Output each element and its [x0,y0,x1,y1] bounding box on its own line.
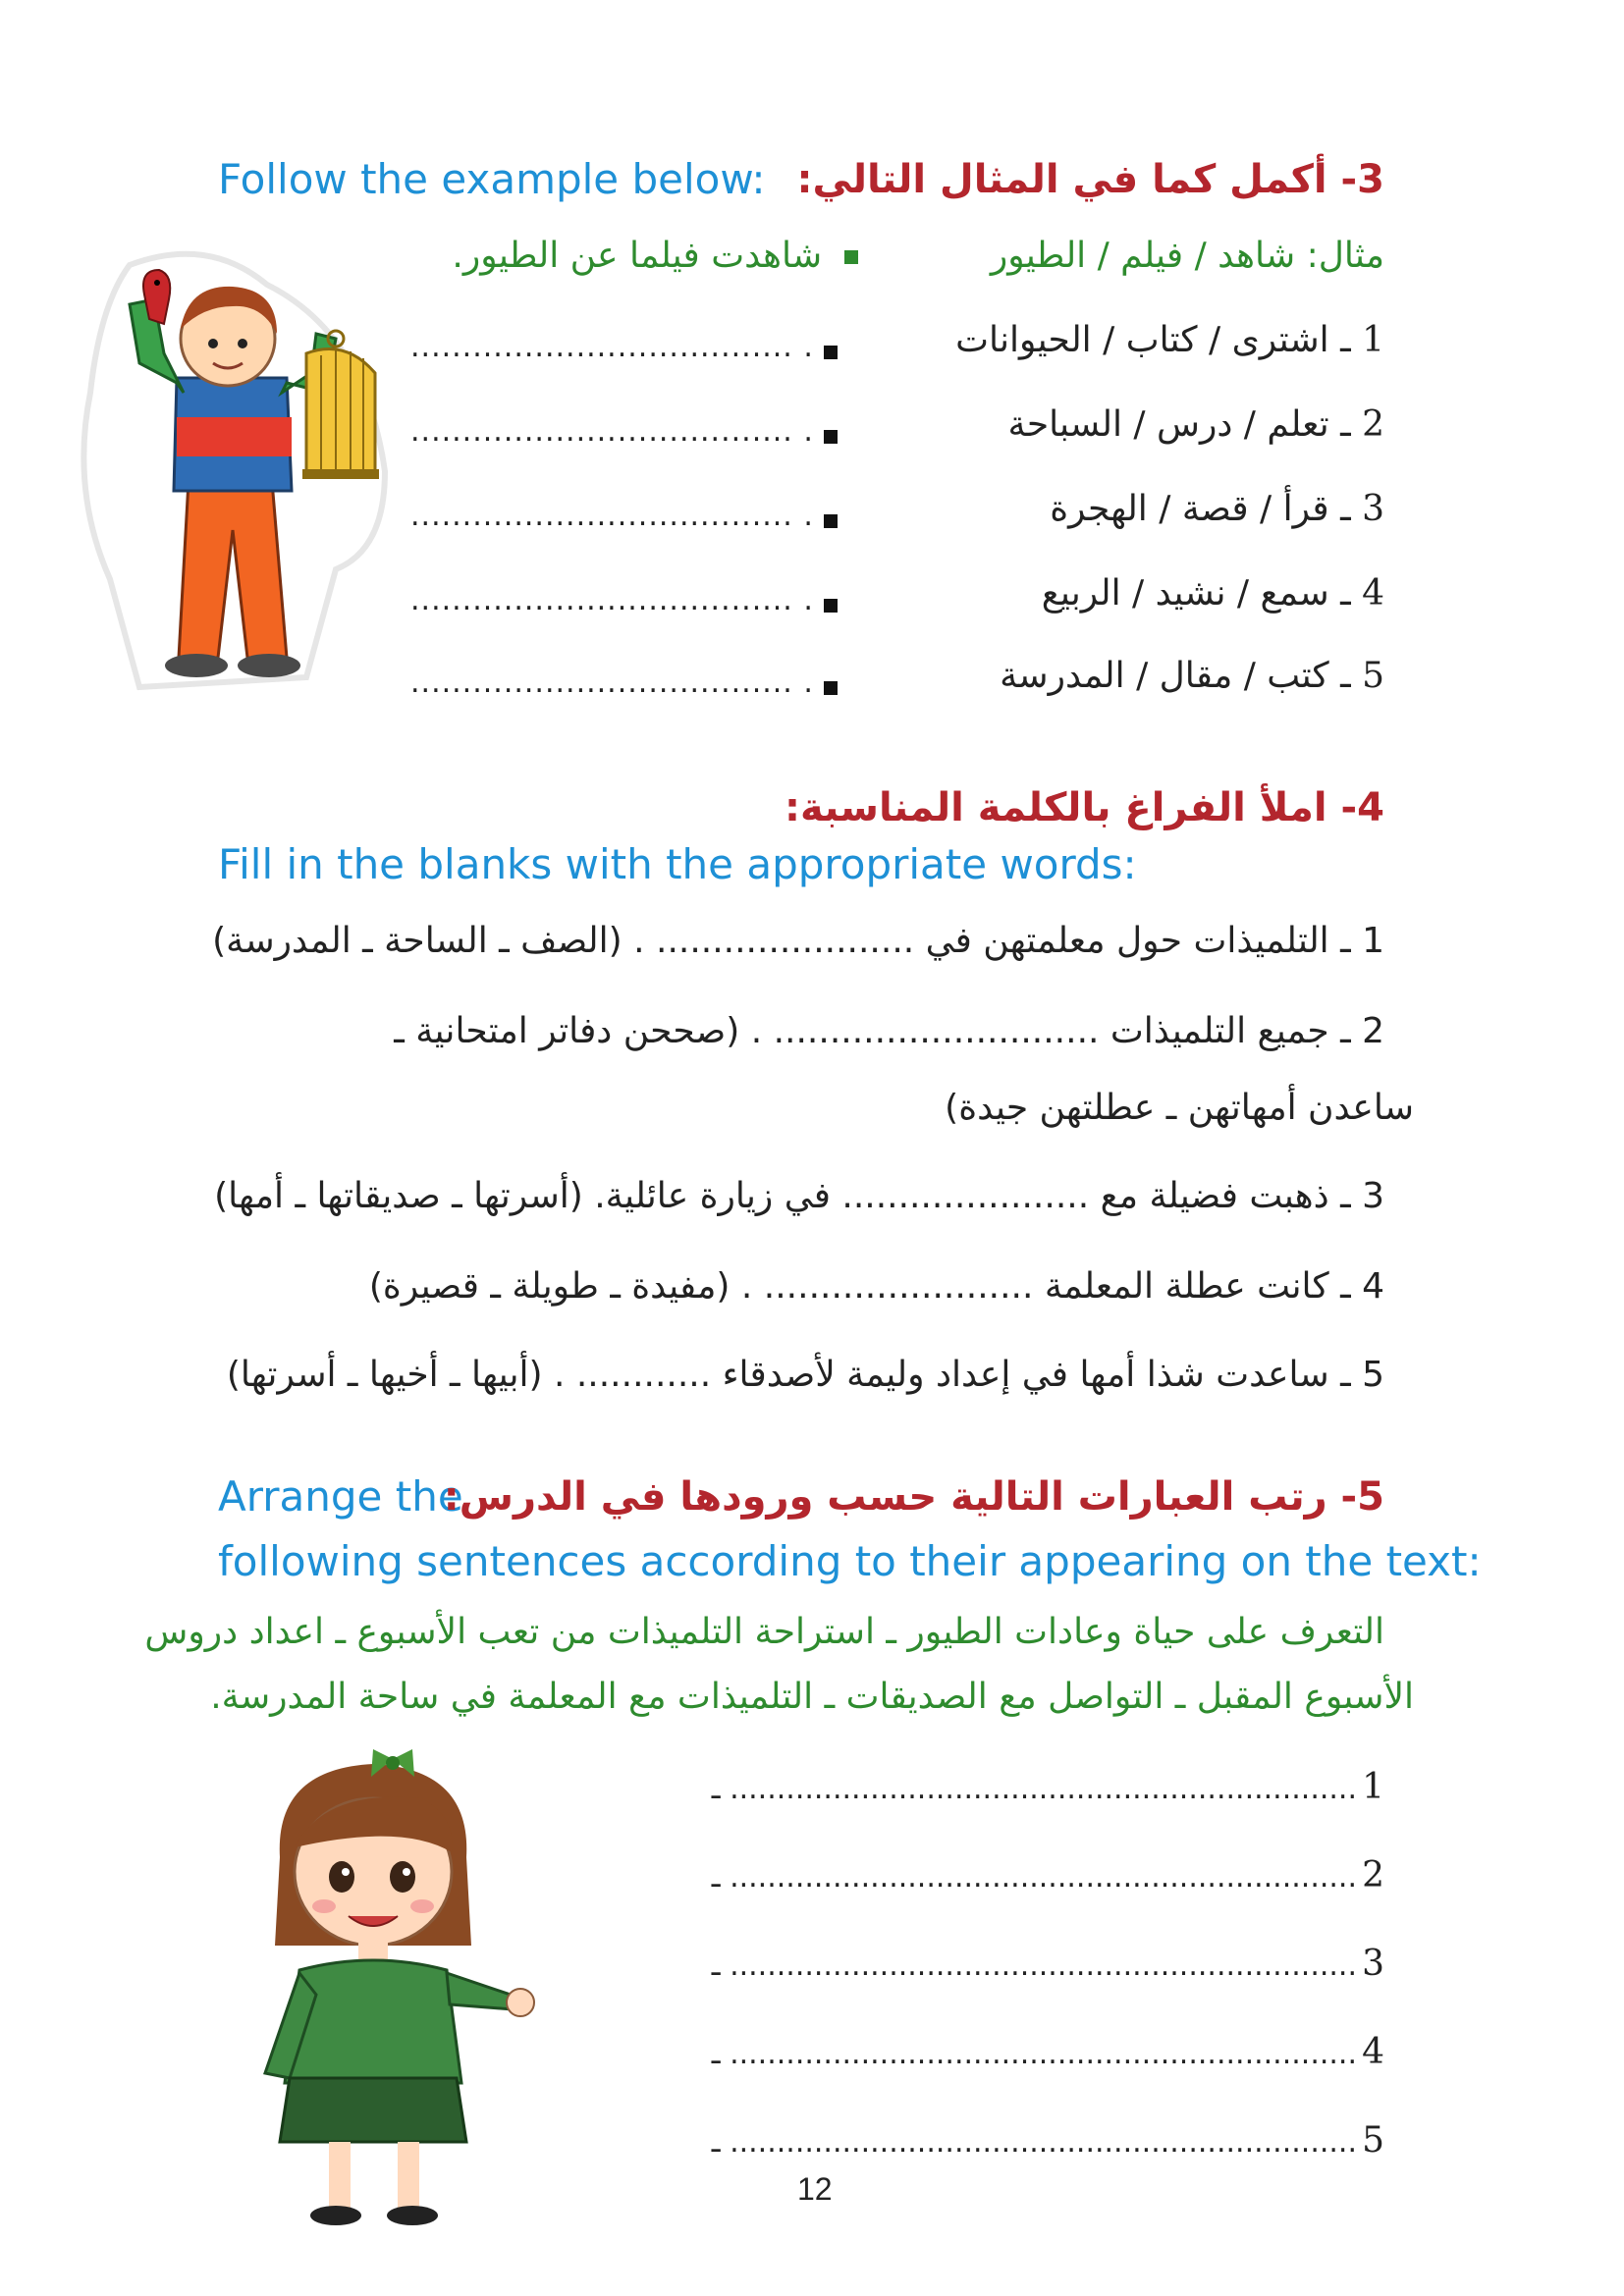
ex3-item [955,320,1384,360]
item-number: 3 [1362,1944,1384,1984]
blank-dots: ................................................................... ـ [711,1860,1357,1895]
ex3-english-title: Follow the example below: [218,155,766,203]
ex5-sentences-line1: التعرف على حياة وعادات الطيور ـ استراحة التلميذات من تعب الأسبوع ـ اعداد دروس [144,1612,1384,1652]
item-number: 5 [1362,2120,1384,2161]
ex4-sentence: 3 ـ ذهبت فضيلة مع ...................... في زيارة عائلية. (أسرتها ـ صديقاتها ـ أمها) [214,1176,1384,1216]
ex5-answer-line[interactable] [712,1855,1384,1896]
ex5-arabic-title: 5- رتب العبارات التالية حسب ورودها في الدرس: [443,1474,1384,1520]
blank-dots: ..................................... . [410,414,814,449]
ex3-item [1042,573,1384,614]
item-number: 5 [1362,656,1384,696]
item-number: 2 [1362,404,1384,445]
blank-dots: ..................................... . [410,330,814,364]
ex5-sentences-line2: الأسبوع المقبل ـ التواصل مع الصديقات ـ التلميذات مع المعلمة في ساحة المدرسة. [210,1677,1414,1717]
ex4-sentence: 4 ـ كانت عطلة المعلمة ........................ . (مفيدة ـ طويلة ـ قصيرة) [368,1266,1384,1307]
ex5-english-title-line1: Arrange the [218,1472,463,1521]
ex3-blank[interactable] [410,583,838,617]
item-number: 4 [1362,2032,1384,2072]
blank-dots: ................................................................... ـ [711,1949,1357,1983]
page-number: 12 [797,2171,833,2207]
ex3-blank[interactable] [410,330,838,364]
ex3-blank[interactable] [410,414,838,449]
ex3-item [1008,404,1384,445]
ex4-sentence: 5 ـ ساعدت شذا أمها في إعداد وليمة لأصدقاء ............ . (أبيها ـ أخيها ـ أسرتها) [226,1355,1384,1395]
bullet-square-icon [824,599,838,613]
bullet-square-icon [824,346,838,359]
ex3-example-right [452,236,858,276]
ex5-english-title-line2: following sentences according to their appearing on the text: [218,1537,1482,1585]
item-text: ـ قرأ / قصة / الهجرة [1050,489,1351,529]
ex4-sentence: 1 ـ التلميذات حول معلمتهن في ....................... . (الصف ـ الساحة ـ المدرسة) [212,921,1384,961]
bullet-square-icon [824,681,838,695]
ex3-blank[interactable] [410,499,838,533]
ex3-blank[interactable] [410,666,838,700]
item-number: 2 [1362,1855,1384,1896]
bullet-square-icon [824,430,838,444]
ex5-answer-line[interactable] [712,2032,1384,2072]
ex3-example-left: مثال: شاهد / فيلم / الطيور [990,236,1384,276]
ex3-item [1000,656,1384,696]
ex5-answer-line[interactable] [712,1767,1384,1807]
item-number: 1 [1362,1767,1384,1807]
ex5-answer-line[interactable] [712,1944,1384,1984]
ex4-arabic-title: 4- املأ الفراغ بالكلمة المناسبة: [785,785,1384,830]
ex4-english-title: Fill in the blanks with the appropriate words: [218,840,1137,888]
girl-illustration [226,1749,540,2230]
ex3-arabic-title: 3- أكمل كما في المثال التالي: [796,157,1384,202]
blank-dots: ................................................................... ـ [711,1772,1357,1806]
item-number: 1 [1362,320,1384,360]
item-text: ـ تعلم / درس / السباحة [1007,404,1351,445]
blank-dots: ................................................................... ـ [711,2037,1357,2071]
item-number: 4 [1362,573,1384,614]
blank-dots: ................................................................... ـ [711,2125,1357,2160]
bullet-square-icon [824,514,838,528]
ex5-answer-line[interactable] [712,2120,1384,2161]
item-text: ـ كتب / مقال / المدرسة [1000,656,1351,696]
ex3-item [1050,489,1384,529]
boy-with-birdcage-illustration [71,245,405,697]
item-number: 3 [1362,489,1384,529]
blank-dots: ..................................... . [410,583,814,617]
item-text: ـ سمع / نشيد / الربيع [1041,573,1351,614]
blank-dots: ..................................... . [410,499,814,533]
item-text: ـ اشترى / كتاب / الحيوانات [955,320,1351,360]
blank-dots: ..................................... . [410,666,814,700]
bullet-square-icon [844,250,858,264]
ex3-example-answer: شاهدت فيلما عن الطيور. [452,236,823,276]
ex4-sentence: 2 ـ جميع التلميذات ............................. . (صححن دفاتر امتحانية ـ [394,1011,1384,1051]
ex4-sentence-continuation: ساعدن أمهاتهن ـ عطلتهن جيدة) [945,1088,1414,1128]
